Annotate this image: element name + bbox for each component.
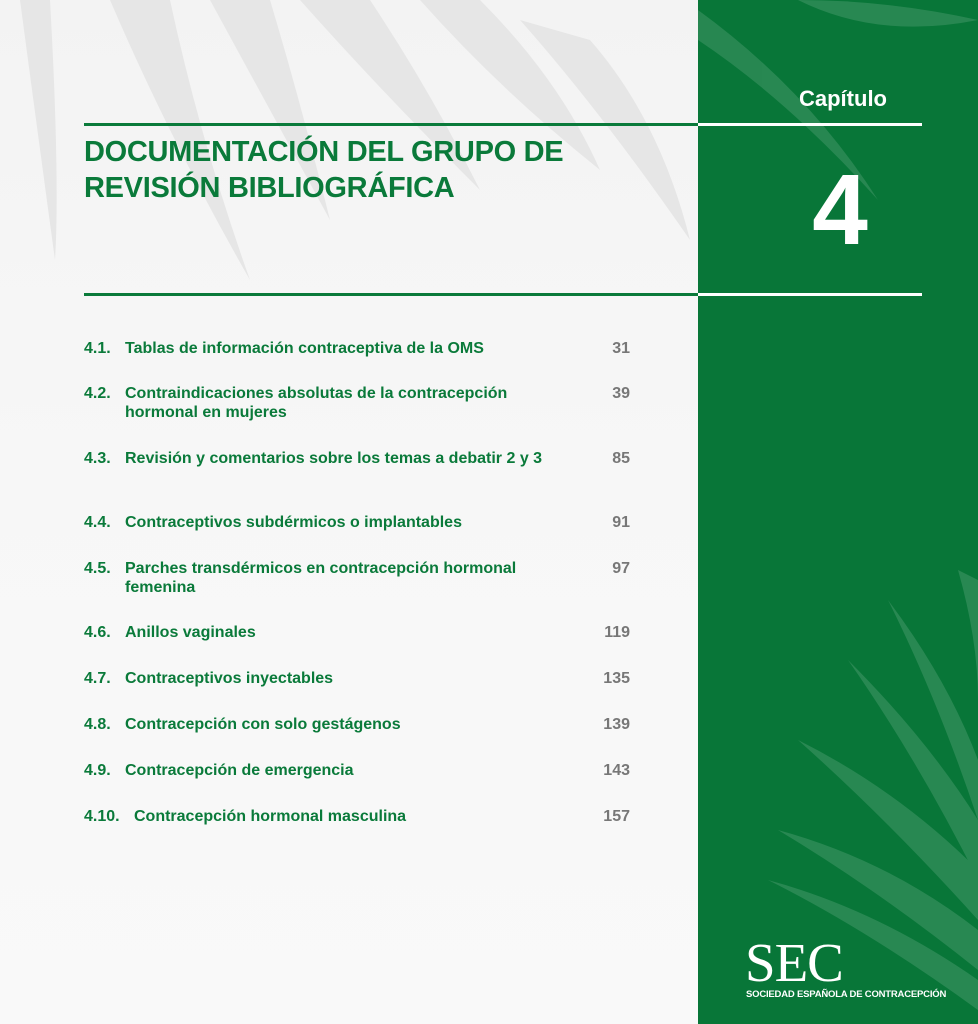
- sec-logo-subtitle: SOCIEDAD ESPAÑOLA DE CONTRACEPCIÓN: [746, 989, 947, 1000]
- toc-item-page: 143: [603, 762, 630, 779]
- toc-item-page: 135: [603, 670, 630, 687]
- chapter-title-line-1: DOCUMENTACIÓN DEL GRUPO DE: [84, 136, 564, 168]
- toc-item-label: Contracepción de emergencia: [125, 762, 354, 779]
- chapter-title-line-2: REVISIÓN BIBLIOGRÁFICA: [84, 172, 455, 204]
- toc-item-label: Parches transdérmicos en contracepción hormonal femenina: [125, 560, 517, 596]
- toc-item-number: 4.9.: [84, 762, 111, 779]
- toc-item-label: Contracepción con solo gestágenos: [125, 716, 401, 733]
- toc-item[interactable]: [84, 384, 630, 422]
- toc-item-page: 97: [612, 560, 630, 577]
- title-top-rule: [84, 123, 698, 126]
- toc-item-page: 139: [603, 716, 630, 733]
- title-bottom-rule: [84, 293, 698, 296]
- toc-item-label: Contraindicaciones absolutas de la contracepción hormonal en mujeres: [125, 385, 508, 421]
- toc-item-number: 4.6.: [84, 624, 111, 641]
- chapter-label: Capítulo: [799, 86, 887, 111]
- toc-item[interactable]: [84, 623, 630, 642]
- toc-item[interactable]: [84, 339, 630, 358]
- panel-top-rule: [698, 123, 922, 126]
- toc-item-page: 91: [612, 514, 630, 531]
- toc-item-page: 157: [603, 808, 630, 825]
- toc-item[interactable]: [84, 807, 630, 826]
- toc-item-page: 119: [604, 624, 630, 641]
- toc-item[interactable]: [84, 449, 630, 468]
- toc-item-label: Contracepción hormonal masculina: [134, 808, 407, 825]
- toc-item-number: 4.7.: [84, 670, 111, 687]
- toc-item-label: Tablas de información contraceptiva de la OMS: [125, 340, 484, 357]
- toc-item[interactable]: [84, 761, 630, 780]
- toc-item-number: 4.8.: [84, 716, 111, 733]
- toc-item[interactable]: [84, 669, 630, 688]
- toc-item-label: Revisión y comentarios sobre los temas a debatir 2 y 3: [125, 450, 543, 467]
- chapter-number: 4: [812, 154, 868, 266]
- toc-item[interactable]: [84, 559, 630, 597]
- panel-bottom-rule: [698, 293, 922, 296]
- toc-item-label: Contraceptivos inyectables: [125, 670, 334, 687]
- toc-item-number: 4.1.: [84, 340, 111, 357]
- toc-item-label: Anillos vaginales: [125, 624, 256, 641]
- toc-item-page: 31: [612, 340, 630, 357]
- chapter-title: [84, 134, 684, 206]
- toc-item-page: 39: [612, 385, 630, 402]
- toc-item-label: Contraceptivos subdérmicos o implantables: [125, 514, 462, 531]
- toc-item-page: 85: [612, 450, 630, 467]
- sec-logo: SEC: [745, 932, 843, 993]
- toc-item-number: 4.10.: [84, 808, 120, 825]
- toc-item[interactable]: [84, 513, 630, 532]
- toc-item[interactable]: [84, 715, 630, 734]
- toc-item-number: 4.5.: [84, 560, 111, 577]
- toc-item-number: 4.3.: [84, 450, 111, 467]
- toc-item-number: 4.4.: [84, 514, 111, 531]
- toc-item-number: 4.2.: [84, 385, 111, 402]
